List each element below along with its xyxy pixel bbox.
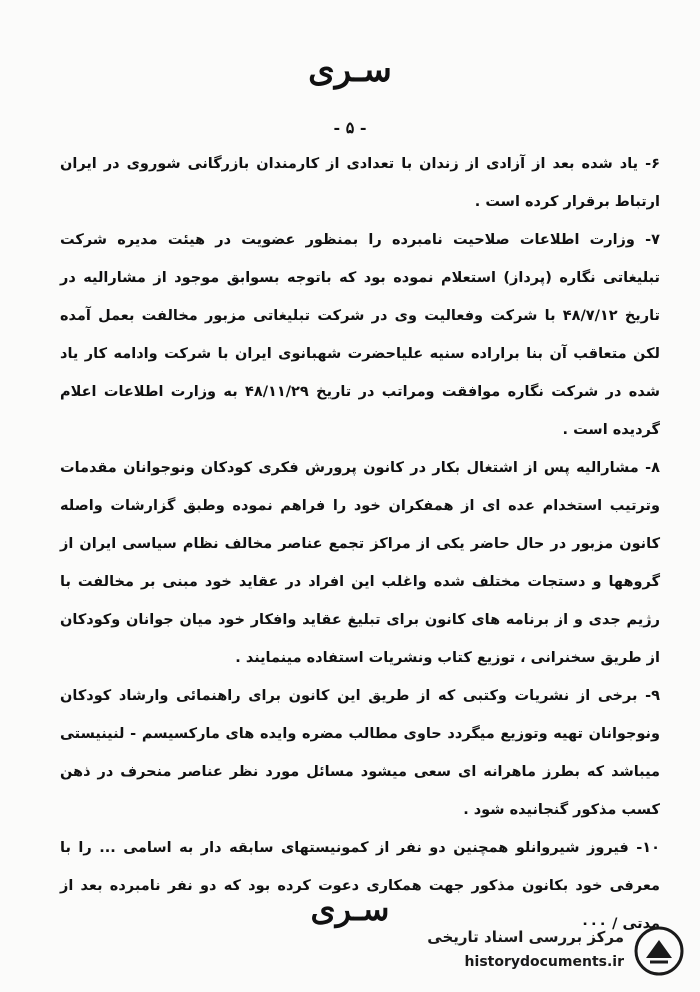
document-body [60,145,660,943]
paragraph-6: ۶- یاد شده بعد از آزادی از زندان با تعدادی از کارمندان بازرگانی شوروی در ایران ارتباط برقرار کرده است . [60,156,660,210]
classification-footer: سـری [310,890,390,928]
archive-watermark [420,922,690,982]
paragraph-8: ۸- مشارالیه پس از اشتغال بکار در کانون پرورش فکری کودکان ونوجوانان مقدمات وترتیب استخدام عده ای از همفکران خود را فراهم نموده وطبق گزارشات واصله کانون مزبور در حال حاضر یکی از مراکز تجمع عناصر مخالف نظام سیاسی ایران از گروهها و دستجات مختلف شده واغلب این افراد در عقاید خود مبنی بر مخالفت با رژیم جدی و از برنامه های کانون برای تبلیغ عقاید وافکار خود میان جوانان وکودکان از طریق سخنرانی ، توزیع کتاب ونشریات استفاده مینمایند . [60,460,660,666]
classification-header: سـری [308,50,392,90]
watermark-title: مرکز بررسی اسناد تاریخی [427,928,624,946]
paragraph-9: ۹- برخی از نشریات وکتبی که از طریق این کانون برای راهنمائی وارشاد کودکان ونوجوانان تهیه وتوزیع میگردد حاوی مطالب مضره وایده های مارکسیسم - لنینیستی میباشد که بطرز ماهرانه ای سعی میشود مسائل مورد نظر عناصر منحرف در ذهن کسب مذکور گنجانیده شود . [60,688,660,818]
page-number: - ۵ - [333,118,367,137]
archive-book-logo-icon [634,926,684,976]
paragraph-7: ۷- وزارت اطلاعات صلاحیت نامبرده را بمنظور عضویت در هیئت مدیره شرکت تبلیغاتی نگاره (پرداز) استعلام نموده بود که باتوجه بسوابق موجود از مشارالیه در تاریخ ۴۸/۷/۱۲ با شرکت وفعالیت وی در شرکت تبلیغاتی مزبور مخالفت بعمل آمده لکن متعاقب آن بنا براراده سنیه علیاحضرت شهبانوی ایران با شرکت وادامه کار یاد شده در شرکت نگاره موافقت ومراتب در تاریخ ۴۸/۱۱/۲۹ به وزارت اطلاعات اعلام گردیده است . [60,232,661,438]
paragraph-10: ۱۰- فیروز شیروانلو همچنین دو نفر از کمونیستهای سابقه دار به اسامی ... را با معرفی خود بکانون مذکور جهت همکاری دعوت کرده بود که دو نفر نامبرده بعد از مدتی / ۰۰۰ [60,840,660,932]
watermark-url: historydocuments.ir [464,954,624,970]
